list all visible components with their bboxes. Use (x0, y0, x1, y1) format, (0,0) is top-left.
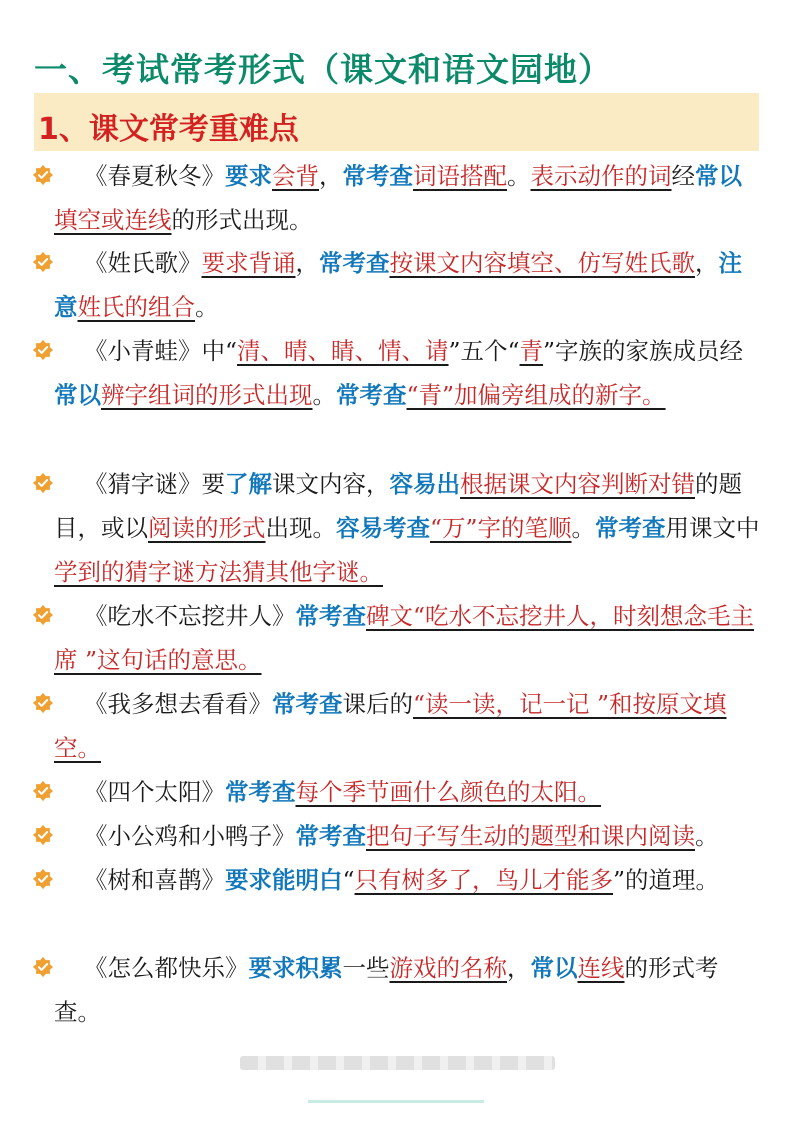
list-item (54, 858, 762, 902)
item-segment: “青”加偏旁组成的新字。 (406, 381, 666, 409)
item-segment: 要求 (225, 162, 272, 190)
item-segment: 的形式考查。 (54, 954, 719, 1026)
list-item (54, 946, 762, 1034)
item-segment: 每个季节画什么颜色的太阳。 (295, 778, 601, 806)
orange-star-badge-icon (32, 692, 54, 714)
list-item (54, 814, 762, 858)
item-segment: 常以 (695, 162, 742, 190)
item-segment: 出现。 (265, 514, 336, 542)
orange-star-badge-icon (32, 251, 54, 273)
item-segment: 常考查 (319, 249, 390, 277)
orange-star-badge-icon (32, 164, 54, 186)
section-subtitle: 1、课文常考重难点 (38, 112, 299, 147)
item-segment: 要求能明白 (225, 866, 343, 894)
orange-star-badge-icon (32, 472, 54, 494)
item-segment: ， (319, 162, 343, 190)
item-segment: 连线 (577, 954, 625, 982)
item-segment: 常以 (54, 381, 101, 409)
item-segment: 《吃水不忘挖井人》 (84, 602, 296, 630)
page-title: 一、考试常考形式（课文和语文园地） (34, 50, 612, 89)
orange-star-badge-icon (32, 780, 54, 802)
item-segment: 常考查 (272, 690, 343, 718)
item-segment: 常考查 (295, 822, 366, 850)
item-segment: 了解 (225, 470, 272, 498)
item-segment: ”的道理。 (613, 866, 720, 894)
item-segment: ， (695, 249, 719, 277)
item-segment: 的题目，或以 (54, 470, 742, 542)
item-segment: 《小青蛙》中“ (84, 337, 238, 365)
item-segment: 。 (695, 822, 719, 850)
item-segment: ， (507, 954, 531, 982)
item-segment: 《小公鸡和小鸭子》 (84, 822, 296, 850)
item-segment: 《春夏秋冬》 (84, 162, 225, 190)
item-segment: 《四个太阳》 (84, 778, 225, 806)
item-segment: 按课文内容填空、仿写姓氏歌 (389, 249, 695, 277)
item-segment: 填空或连线 (54, 206, 172, 234)
list-item (54, 462, 762, 594)
item-segment: 。 (195, 293, 219, 321)
orange-star-badge-icon (32, 956, 54, 978)
item-segment: 课后的 (342, 690, 413, 718)
item-segment: 注意 (54, 249, 742, 321)
item-segment: 要求背诵 (201, 249, 296, 277)
list-item (54, 682, 762, 770)
orange-star-badge-icon (32, 868, 54, 890)
item-segment: 《树和喜鹊》 (84, 866, 225, 894)
item-segment: “ (342, 866, 355, 894)
item-segment: 容易考查 (336, 514, 430, 542)
item-segment: 常考查 (595, 514, 666, 542)
item-segment: 阅读的形式 (148, 514, 266, 542)
item-segment: 用课文中 (665, 514, 760, 542)
item-segment: 把句子写生动的题型和课内阅读 (366, 822, 695, 850)
item-segment: 。 (571, 514, 596, 542)
item-segment: 经 (671, 162, 695, 190)
item-segment: 《姓氏歌》 (84, 249, 202, 277)
item-segment: 《猜字谜》要 (84, 470, 225, 498)
item-segment: 容易出 (389, 470, 460, 498)
list-item (54, 594, 762, 682)
item-segment: 只有树多了，鸟儿才能多 (354, 866, 614, 894)
orange-star-badge-icon (32, 339, 54, 361)
item-segment: 一些 (342, 954, 390, 982)
item-segment: 学到的猜字谜方法猜其他字谜。 (54, 558, 383, 586)
item-segment: 课文内容， (272, 470, 390, 498)
item-segment: 的形式出现。 (171, 206, 313, 234)
orange-star-badge-icon (32, 604, 54, 626)
item-segment: 碑文“吃水不忘挖井人，时刻想念毛主席 ”这句话的意思。 (54, 602, 755, 674)
list-item (54, 154, 762, 242)
item-segment: 游戏的名称 (389, 954, 507, 982)
list-item (54, 241, 762, 329)
item-segment: 常考查 (342, 162, 413, 190)
item-segment: 常以 (530, 954, 578, 982)
item-segment: 表示动作的词 (530, 162, 672, 190)
item-segment: 会背 (272, 162, 319, 190)
item-segment: 《我多想去看看》 (84, 690, 272, 718)
footer-divider (308, 1100, 484, 1103)
item-segment: 。 (507, 162, 531, 190)
item-segment: 。 (312, 381, 336, 409)
item-segment: 《怎么都快乐》 (84, 954, 249, 982)
item-segment: 常考查 (336, 381, 407, 409)
item-segment: 清、晴、睛、情、请 (237, 337, 449, 365)
orange-star-badge-icon (32, 824, 54, 846)
item-segment: 姓氏的组合 (77, 293, 195, 321)
item-segment: 青 (519, 337, 544, 365)
list-item (54, 329, 762, 417)
blurred-footer-watermark (240, 1056, 555, 1070)
item-segment: 常考查 (225, 778, 296, 806)
item-segment: ”字族的家族成员经 (543, 337, 744, 365)
item-segment: 要求积累 (248, 954, 343, 982)
item-segment: 辨字组词的形式出现 (101, 381, 313, 409)
item-segment: “读一读，记一记 ”和按原文填空。 (54, 690, 727, 762)
item-segment: ， (295, 249, 319, 277)
item-segment: ”五个“ (448, 337, 520, 365)
list-item (54, 770, 762, 814)
item-segment: 词语搭配 (413, 162, 507, 190)
item-segment: 常考查 (295, 602, 366, 630)
item-segment: 根据课文内容判断对错 (460, 470, 695, 498)
item-segment: “万”字的笔顺 (430, 514, 572, 542)
